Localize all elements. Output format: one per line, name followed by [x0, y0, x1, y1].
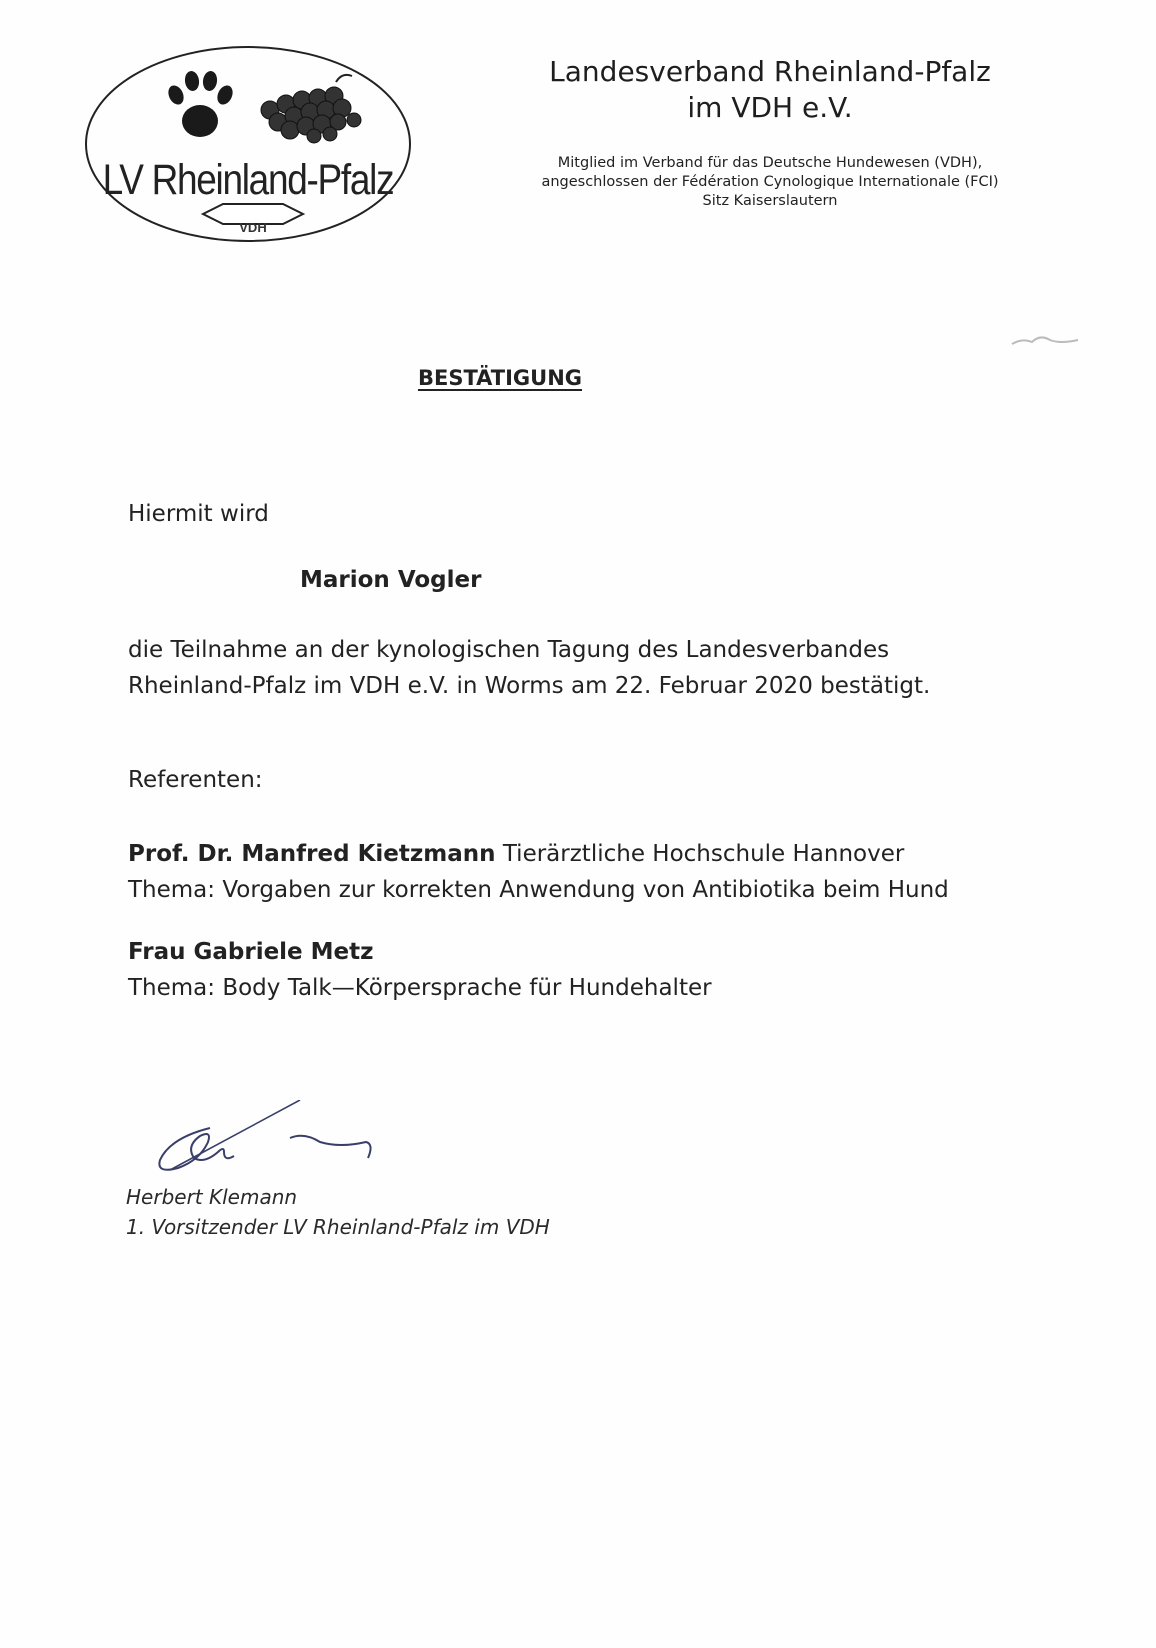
paragraph-line1: die Teilnahme an der kynologischen Tagung des Landesverbandes	[128, 637, 890, 663]
organization-name	[470, 54, 1070, 126]
org-sub-line3: Sitz Kaiserslautern	[702, 193, 838, 209]
participant-name: Marion Vogler	[300, 567, 482, 593]
logo-vdh-badge	[208, 212, 298, 244]
referent-1-header	[128, 836, 1108, 872]
document-title: BESTÄTIGUNG	[417, 366, 583, 390]
organization-subtitle	[470, 154, 1070, 211]
org-sub-line1: Mitglied im Verband für das Deutsche Hundewesen (VDH),	[557, 155, 983, 171]
referent-2	[128, 934, 1108, 1006]
logo-text: LV Rheinland-Pfalz	[102, 156, 394, 204]
org-sub-line2: angeschlossen der Fédération Cynologique Internationale (FCI)	[541, 174, 999, 190]
intro-text: Hiermit wird	[128, 501, 269, 527]
grapes-icon	[261, 75, 361, 143]
paw-icon	[165, 70, 235, 137]
paragraph-line2: Rheinland-Pfalz im VDH e.V. in Worms am 22. Februar 2020 bestätigt.	[128, 673, 931, 699]
smudge-mark	[1010, 330, 1080, 350]
referent-2-topic: Thema: Body Talk—Körpersprache für Hundehalter	[128, 975, 712, 1001]
signer-name: Herbert Klemann	[126, 1185, 298, 1209]
referents-label: Referenten:	[128, 767, 263, 793]
referent-2-name: Frau Gabriele Metz	[128, 939, 374, 965]
referent-1-name: Prof. Dr. Manfred Kietzmann	[128, 841, 496, 867]
org-name-line1: Landesverband Rheinland-Pfalz	[549, 55, 991, 88]
org-name-line2: im VDH e.V.	[687, 91, 853, 124]
organization-logo	[78, 44, 418, 254]
signer-block	[126, 1182, 550, 1242]
referent-1	[128, 836, 1108, 908]
referent-1-affiliation: Tierärztliche Hochschule Hannover	[495, 841, 905, 867]
handwritten-signature	[150, 1100, 410, 1190]
referent-1-topic: Thema: Vorgaben zur korrekten Anwendung von Antibiotika beim Hund	[128, 877, 949, 903]
logo-vdh-label: VDH	[239, 220, 267, 235]
signer-role: 1. Vorsitzender LV Rheinland-Pfalz im VDH	[126, 1215, 550, 1239]
confirmation-paragraph	[128, 632, 1068, 704]
